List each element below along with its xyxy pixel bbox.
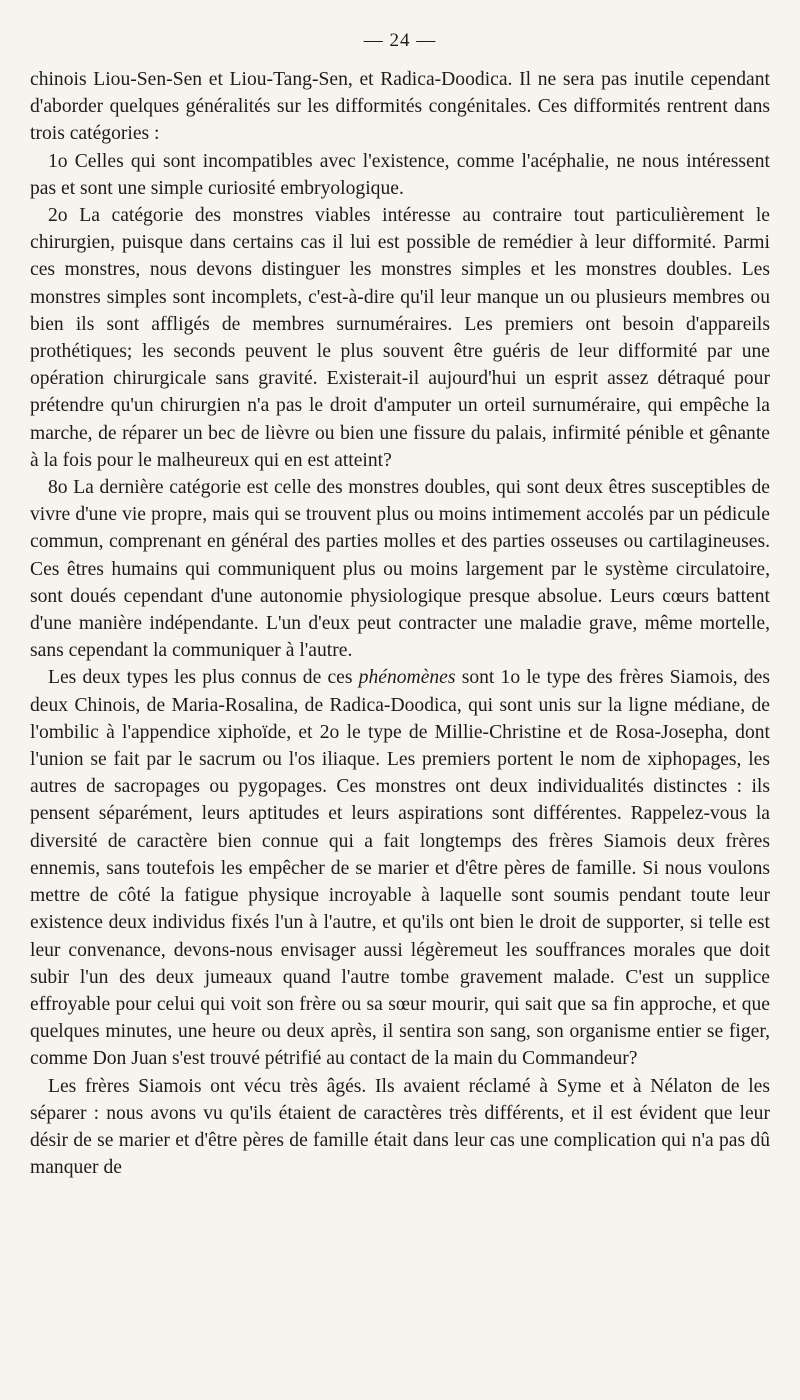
paragraph-category-2: 2o La catégorie des monstres viables intéresse au contraire tout particulièrement le chirurgien, puisque dans certains cas il lui est possible de remédier à leur difformité. Parmi ces monstres, nous devons distinguer les monstres simples et les monstres doubles. Les monstres simples sont incomplets, c'est-à-dire qu'il leur manque un ou plusieurs membres ou bien ils sont affligés de membres surnuméraires. Les premiers ont besoin d'appareils prothétiques; les seconds peuvent le plus souvent être guéris de leur difformité par une opération chirurgicale sans gravité. Existerait-il aujourd'hui un esprit assez détraqué pour prétendre qu'un chirurgien n'a pas le droit d'amputer un orteil surnuméraire, qui empêche la marche, de réparer un bec de lièvre ou bien une fissure du palais, infirmité pénible et gênante à la fois pour le malheureux qui en est atteint? [30, 205, 770, 471]
paragraph-types [30, 664, 770, 1072]
paragraph-category-1: 1o Celles qui sont incompatibles avec l'existence, comme l'acéphalie, ne nous intéressent pas et sont une simple curiosité embryologique. [30, 150, 770, 199]
body-text [30, 66, 770, 1181]
page-number: — 24 — [363, 30, 437, 51]
paragraph-intro: chinois Liou-Sen-Sen et Liou-Tang-Sen, et Radica-Doodica. Il ne sera pas inutile cependant d'aborder quelques généralités sur les difformités congénitales. Ces difformités rentrent dans trois catégories : [30, 69, 770, 145]
paragraph-types-start: Les deux types les plus connus de ces [48, 667, 359, 689]
paragraph-types-italic: phénomènes [358, 667, 456, 689]
paragraph-types-end: sont 1o le type des frères Siamois, des deux Chinois, de Maria-Rosalina, de Radica-Doodica, qui sont unis sur la ligne médiane, de l'ombilic à l'appendice xiphoïde, et 2o le type de Millie-Christine et de Rosa-Josepha, dont l'union se fait par le sacrum ou l'os iliaque. Les premiers portent le nom de xiphopages, les autres de sacropages ou pygopages. Ces monstres ont deux individualités distinctes : ils pensent séparément, leurs aptitudes et leurs aspirations sont différentes. Rappelez-vous la diversité de caractère bien connue qui a fait longtemps des frères Siamois deux frères ennemis, sans toutefois les empêcher de se marier et d'être pères de famille. Si nous voulons mettre de côté la fatigue physique incroyable à laquelle sont soumis pendant toute leur existence deux individus fixés l'un à l'autre, et qu'ils ont bien le droit de supporter, si telle est leur convenance, devons-nous envisager aussi légèremeut les souffrances morales que doit subir l'un des deux jumeaux quand l'autre tombe gravement malade. C'est un supplice effroyable pour celui qui voit son frère ou sa sœur mourir, qui sait que sa fin approche, et que quelques minutes, une heure ou deux après, il sentira son sang, son organisme entier se figer, comme Don Juan s'est trouvé pétrifié au contact de la main du Commandeur? [30, 667, 770, 1070]
paragraph-siamese: Les frères Siamois ont vécu très âgés. Ils avaient réclamé à Syme et à Nélaton de les séparer : nous avons vu qu'ils étaient de caractères très différents, et il est évident que leur désir de se marier et d'être pères de famille était dans leur cas une complication qui n'a pas dû manquer de [30, 1075, 770, 1179]
paragraph-category-3: 8o La dernière catégorie est celle des monstres doubles, qui sont deux êtres susceptibles de vivre d'une vie propre, mais qui se trouvent plus ou moins intimement accolés par un pédicule commun, comprenant en général des parties molles et des parties osseuses ou cartilagineuses. Ces êtres humains qui communiquent plus ou moins largement par le système circulatoire, sont doués cependant d'une autonomie physiologique presque absolue. Leurs cœurs battent d'une manière indépendante. L'un d'eux peut contracter une maladie grave, même mortelle, sans cependant la communiquer à l'autre. [30, 477, 770, 662]
